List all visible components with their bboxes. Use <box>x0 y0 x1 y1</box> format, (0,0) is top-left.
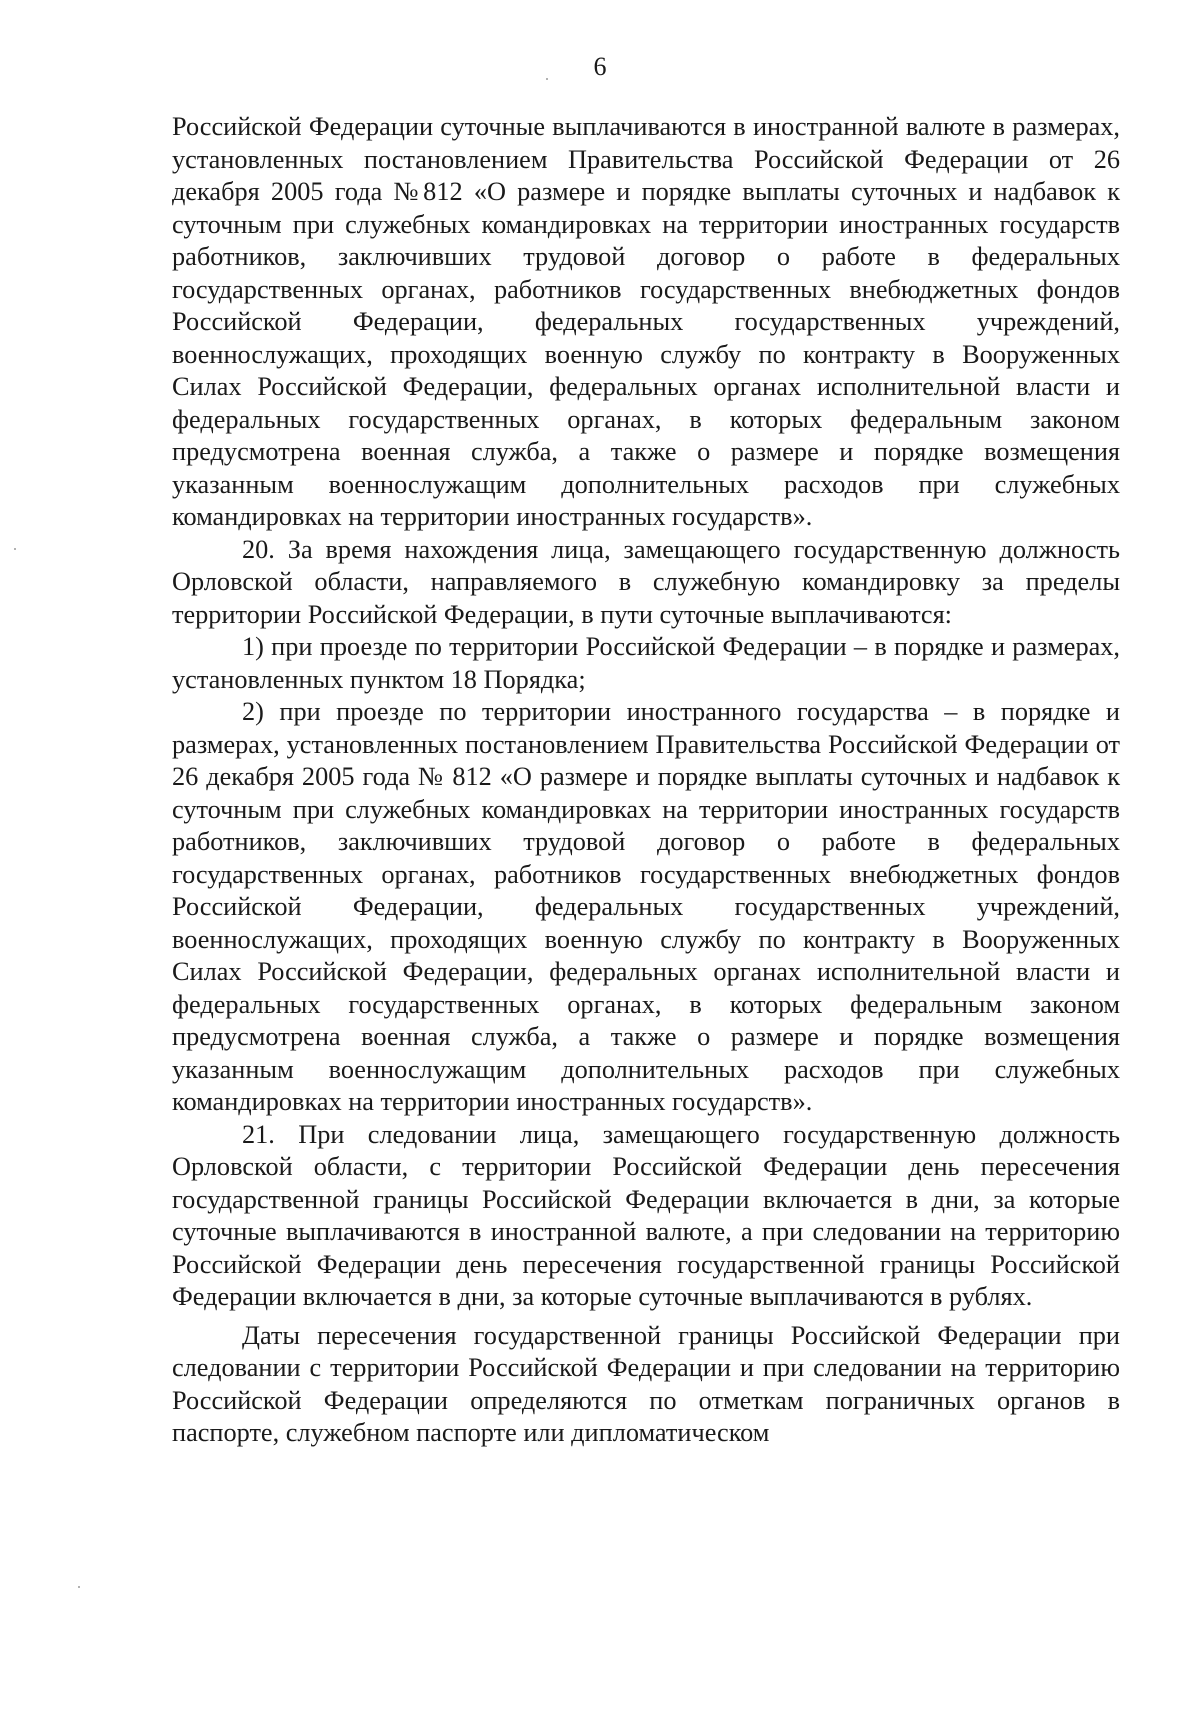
scan-speck <box>546 78 548 80</box>
scan-speck <box>14 548 16 550</box>
document-body <box>172 111 1120 1450</box>
paragraph-subitem-1: 1) при проезде по территории Российской Федерации – в порядке и размерах, установленных пунктом 18 Порядка; <box>172 632 1120 694</box>
page-number: 6 <box>593 52 607 81</box>
paragraph-item-21: 21. При следовании лица, замещающего государственную должность Орловской области, с территории Российской Федерации день пересечения государственной границы Российской Федерации включается в дни, за которые суточные выплачиваются в иностранной валюте, а при следовании на территорию Российской Федерации день пересечения государственной границы Российской Федерации включается в дни, за которые суточные выплачиваются в рублях. <box>172 1119 1120 1311</box>
paragraph-border-crossing-dates: Даты пересечения государственной границы Российской Федерации при следовании с территории Российской Федерации и при следовании на территорию Российской Федерации определяются по отметкам пограничных органов в паспорте, служебном паспорте или дипломатическом <box>172 1320 1120 1447</box>
paragraph-continuation: Российской Федерации суточные выплачиваются в иностранной валюте в размерах, установленных постановлением Правительства Российской Федерации от 26 декабря 2005 года №812 «О размере и порядке выплаты суточных и надбавок к суточным при служебных командировках на территории иностранных государств работников, заключивших трудовой договор о работе в федеральных государственных органах, работников государственных внебюджетных фондов Российской Федерации, федеральных государственных учреждений, военнослужащих, проходящих военную службу по контракту в Вооруженных Силах Российской Федерации, федеральных органах исполнительной власти и федеральных государственных органах, в которых федеральным законом предусмотрена военная служба, а также о размере и порядке возмещения указанным военнослужащим дополнительных расходов при служебных командировках на территории иностранных государств». <box>172 112 1120 531</box>
paragraph-subitem-2: 2) при проезде по территории иностранного государства – в порядке и размерах, установленных постановлением Правительства Российской Федерации от 26 декабря 2005 года № 812 «О размере и порядке выплаты суточных и надбавок к суточным при служебных командировках на территории иностранных государств работников, заключивших трудовой договор о работе в федеральных государственных органах, работников государственных внебюджетных фондов Российской Федерации, федеральных государственных учреждений, военнослужащих, проходящих военную службу по контракту в Вооруженных Силах Российской Федерации, федеральных органах исполнительной власти и федеральных государственных органах, в которых федеральным законом предусмотрена военная служба, а также о размере и порядке возмещения указанным военнослужащим дополнительных расходов при служебных командировках на территории иностранных государств». <box>172 697 1120 1116</box>
paragraph-item-20: 20. За время нахождения лица, замещающего государственную должность Орловской области, направляемого в служебную командировку за пределы территории Российской Федерации, в пути суточные выплачиваются: <box>172 534 1120 629</box>
scan-speck <box>78 1586 80 1588</box>
